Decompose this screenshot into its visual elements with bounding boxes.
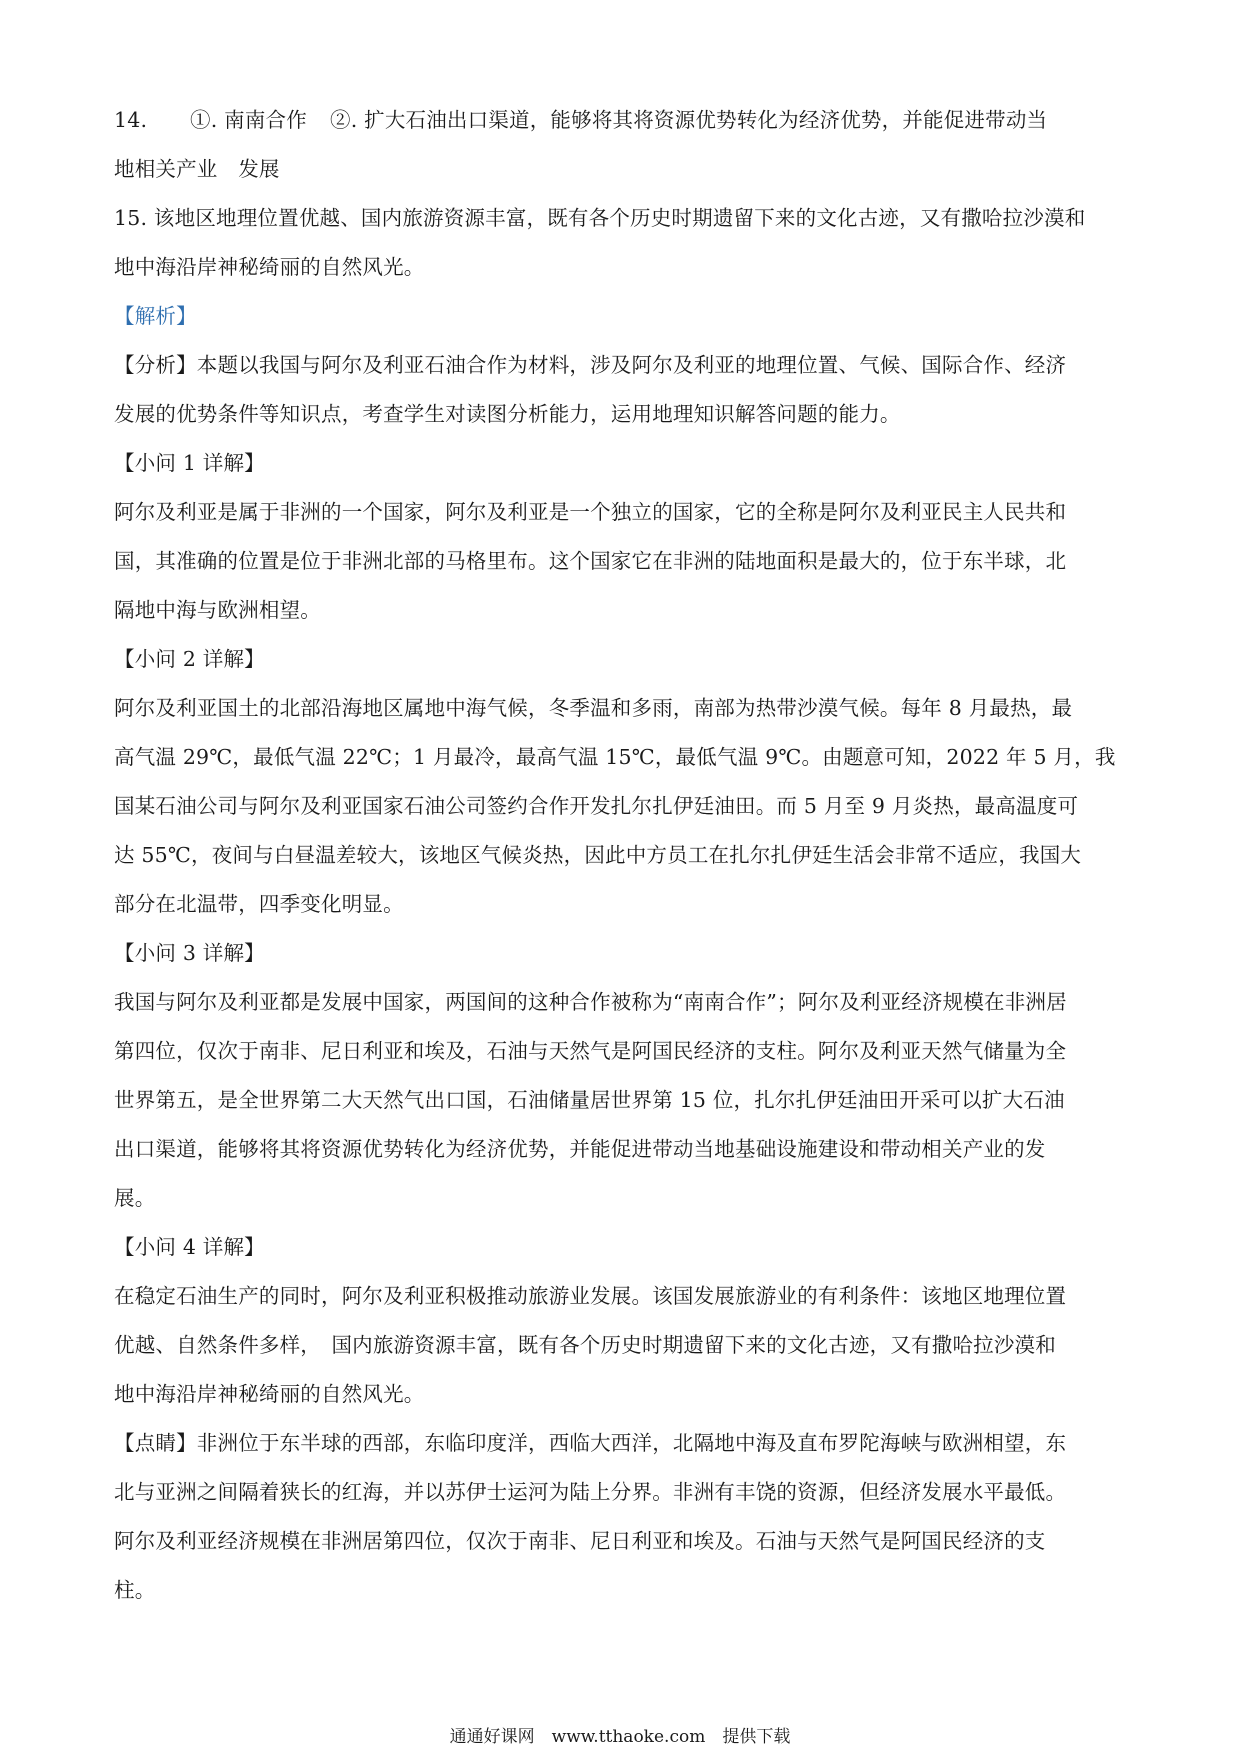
section-3-line: 第四位，仅次于南非、尼日利亚和埃及，石油与天然气是阿国民经济的支柱。阿尔及利亚天然气储量为全 — [114, 1039, 1067, 1063]
section-4-heading: 【小问 4 详解】 — [114, 1235, 265, 1259]
section-3-line: 出口渠道，能够将其将资源优势转化为经济优势，并能促进带动当地基础设施建设和带动相关产业的发 — [114, 1137, 1046, 1161]
fenxi-line-2: 发展的优势条件等知识点，考查学生对读图分析能力，运用地理知识解答问题的能力。 — [114, 402, 901, 426]
section-2-line: 部分在北温带，四季变化明显。 — [114, 892, 404, 916]
section-1-line: 隔地中海与欧洲相望。 — [114, 598, 321, 622]
fenxi-line-1: 【分析】本题以我国与阿尔及利亚石油合作为材料，涉及阿尔及利亚的地理位置、气候、国际合作、经济 — [114, 353, 1067, 377]
q14-answer-2: ②. 扩大石油出口渠道，能够将其将资源优势转化为经济优势，并能促进带动当 — [330, 108, 1048, 132]
section-4-line: 在稳定石油生产的同时，阿尔及利亚积极推动旅游业发展。该国发展旅游业的有利条件：该地区地理位置 — [114, 1284, 1067, 1308]
section-2-line: 阿尔及利亚国土的北部沿海地区属地中海气候，冬季温和多雨，南部为热带沙漠气候。每年 8 月最热，最 — [114, 696, 1073, 720]
section-3-line: 我国与阿尔及利亚都是发展中国家，两国间的这种合作被称为“南南合作”；阿尔及利亚经济规模在非洲居 — [114, 990, 1067, 1014]
section-2-heading: 【小问 2 详解】 — [114, 647, 265, 671]
section-4-line: 优越、自然条件多样， 国内旅游资源丰富，既有各个历史时期遗留下来的文化古迹，又有撒哈拉沙漠和 — [114, 1333, 1056, 1357]
document-body — [114, 96, 1130, 1615]
page-footer: 通通好课网 www.tthaoke.com 提供下载 — [449, 1727, 791, 1747]
dianjing-line: 阿尔及利亚经济规模在非洲居第四位，仅次于南非、尼日利亚和埃及。石油与天然气是阿国民经济的支 — [114, 1529, 1046, 1553]
dianjing-line: 北与亚洲之间隔着狭长的红海，并以苏伊士运河为陆上分界。非洲有丰饶的资源，但经济发展水平最低。 — [114, 1480, 1067, 1504]
dianjing-line: 柱。 — [114, 1578, 156, 1602]
section-1-line: 阿尔及利亚是属于非洲的一个国家，阿尔及利亚是一个独立的国家，它的全称是阿尔及利亚民主人民共和 — [114, 500, 1067, 524]
q14-answer-1: ①. 南南合作 — [190, 108, 307, 132]
section-3-line: 世界第五，是全世界第二大天然气出口国，石油储量居世界第 15 位，扎尔扎伊廷油田开采可以扩大石油 — [114, 1088, 1065, 1112]
section-3-heading: 【小问 3 详解】 — [114, 941, 265, 965]
section-3-line: 展。 — [114, 1186, 156, 1210]
section-4-line: 地中海沿岸神秘绮丽的自然风光。 — [114, 1382, 425, 1406]
q15-answer-line-1: 15. 该地区地理位置优越、国内旅游资源丰富，既有各个历史时期遗留下来的文化古迹，又有撒哈拉沙漠和 — [114, 206, 1086, 230]
jiexi-heading: 【解析】 — [114, 304, 197, 328]
q14-answer-line-1 — [114, 96, 1130, 145]
q14-number: 14. — [114, 108, 148, 132]
section-2-line: 高气温 29℃，最低气温 22℃；1 月最冷，最高气温 15℃，最低气温 9℃。由题意可知，2022 年 5 月，我 — [114, 745, 1116, 769]
q15-answer-line-2: 地中海沿岸神秘绮丽的自然风光。 — [114, 255, 425, 279]
section-1-line: 国，其准确的位置是位于非洲北部的马格里布。这个国家它在非洲的陆地面积是最大的，位于东半球，北 — [114, 549, 1067, 573]
section-2-line: 达 55℃，夜间与白昼温差较大，该地区气候炎热，因此中方员工在扎尔扎伊廷生活会非常不适应，我国大 — [114, 843, 1082, 867]
q14-answer-line-2: 地相关产业 发展 — [114, 157, 280, 181]
dianjing-line: 【点睛】非洲位于东半球的西部，东临印度洋，西临大西洋，北隔地中海及直布罗陀海峡与欧洲相望，东 — [114, 1431, 1067, 1455]
section-2-line: 国某石油公司与阿尔及利亚国家石油公司签约合作开发扎尔扎伊廷油田。而 5 月至 9 月炎热，最高温度可 — [114, 794, 1079, 818]
section-1-heading: 【小问 1 详解】 — [114, 451, 265, 475]
